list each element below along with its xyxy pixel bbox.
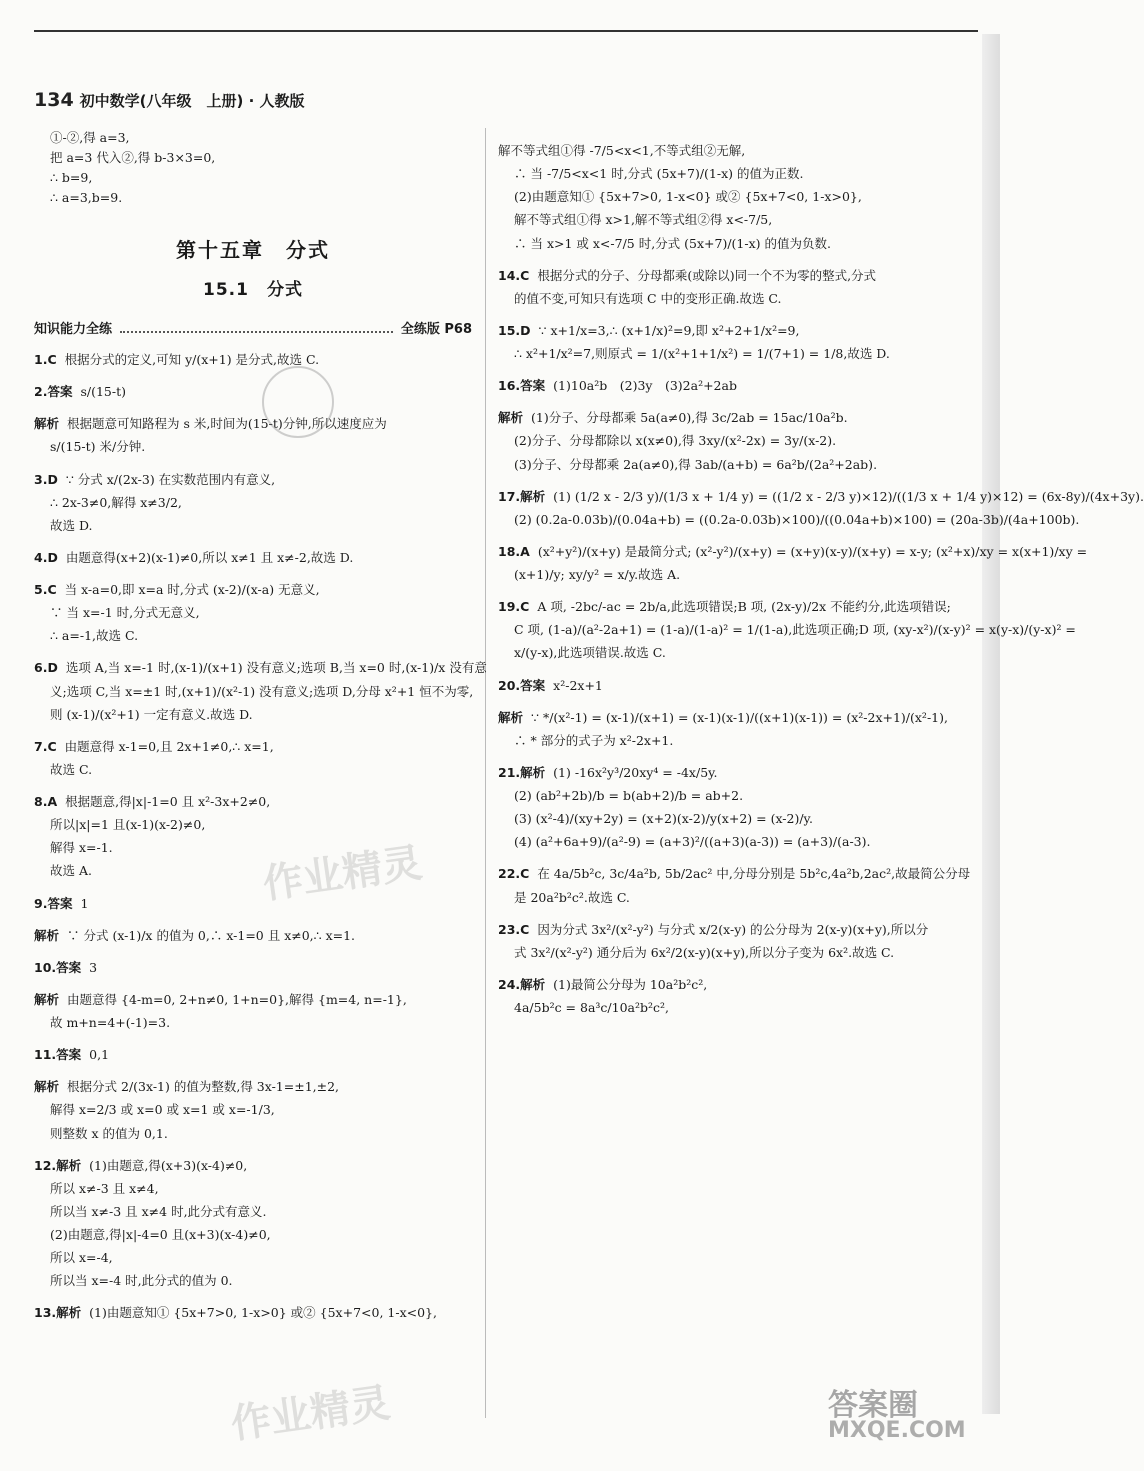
answer-line: [50, 1272, 472, 1290]
answer-text: ∴ x²+1/x²=7,则原式 = 1/(x²+1+1/x²) = 1/(7+1) = 1/8,故选 D.: [514, 346, 890, 361]
answer-label: 解析: [34, 416, 60, 432]
answer-item: [34, 581, 472, 645]
answer-line: [50, 517, 472, 535]
answer-item: [498, 409, 938, 473]
answer-label: 解析: [34, 927, 60, 943]
intro-line: ∴ b=9,: [50, 170, 93, 185]
answer-item: [34, 659, 487, 723]
answer-line: [514, 732, 938, 750]
answer-text: x²-2x+1: [553, 677, 603, 693]
answer-label: 1.C: [34, 352, 57, 367]
answer-line: [34, 351, 472, 369]
answer-line: [34, 1304, 472, 1322]
answer-text: 所以 x≠-3 且 x≠4,: [50, 1180, 159, 1196]
answer-text: (1) (1/2 x - 2/3 y)/(1/3 x + 1/4 y) = ((1/2 x - 2/3 y)×12)/((1/3 x + 1/4 y)×12) = (6x-8y)/(4x+3y).: [553, 488, 1144, 504]
answer-item: [498, 322, 938, 363]
answer-line: [50, 706, 472, 724]
intro-line: 把 a=3 代入②,得 b-3×3=0,: [50, 150, 216, 165]
answer-line: [50, 761, 472, 779]
answer-line: [514, 889, 938, 907]
answer-text: s/(15-t) 米/分钟.: [50, 439, 146, 455]
answer-label: 21.解析: [498, 764, 546, 780]
answer-item: [498, 142, 938, 253]
answer-line: [34, 793, 472, 811]
answer-line: [514, 165, 938, 183]
answer-text: (2) (0.2a-0.03b)/(0.04a+b) = ((0.2a-0.03b)×100)/((0.04a+b)×100) = (20a-3b)/(4a+100b).: [514, 511, 1080, 527]
answer-text: 根据分式的定义,可知 y/(x+1) 是分式,故选 C.: [64, 352, 320, 367]
page-edge: [982, 34, 1000, 1414]
answer-line: [34, 415, 472, 433]
answer-text: (3) (x²-4)/(xy+2y) = (x+2)(x-2)/y(x+2) = (x-2)/y.: [514, 811, 813, 827]
answer-line: [50, 604, 472, 622]
answer-text: 解得 x=2/3 或 x=0 或 x=1 或 x=-1/3,: [50, 1102, 275, 1118]
answer-item: [498, 976, 938, 1017]
answer-line: [34, 549, 472, 567]
answer-line: [498, 377, 938, 395]
answer-text: 则整数 x 的值为 0,1.: [50, 1125, 168, 1141]
answer-line: [498, 764, 938, 782]
answer-text: 解不等式组①得 x>1,解不等式组②得 x<-7/5,: [514, 212, 773, 228]
answer-label: 4.D: [34, 549, 58, 565]
answer-line: [498, 976, 938, 994]
faded-stamp: [262, 366, 334, 438]
answer-text: (3)分子、分母都乘 2a(a≠0),得 3ab/(a+b) = 6a²b/(2a²+2ab).: [514, 456, 878, 472]
answer-item: [34, 383, 472, 401]
answer-label: 18.A: [498, 543, 530, 559]
answer-text: 由题意得 {4-m=0, 2+n≠0, 1+n=0},解得 {m=4, n=-1},: [67, 991, 407, 1007]
answer-item: [34, 1157, 472, 1291]
answer-line: [498, 142, 938, 160]
answer-label: 22.C: [498, 866, 530, 882]
answer-text: ∵ 分式 x/(2x-3) 在实数范围内有意义,: [65, 471, 276, 487]
answer-line: [50, 1180, 472, 1198]
column-divider: [485, 128, 486, 1418]
answer-label: 解析: [498, 410, 524, 426]
answer-text: 则 (x-1)/(x²+1) 一定有意义.故选 D.: [50, 706, 253, 722]
answer-line: [50, 683, 472, 701]
right-column: [498, 128, 1144, 1017]
answer-line: [50, 1226, 472, 1244]
answer-line: [50, 1125, 472, 1143]
answer-line: [34, 895, 472, 913]
answer-line: [514, 944, 938, 962]
answer-line: [498, 921, 938, 939]
banner-dots: [120, 322, 393, 333]
page-number: 134: [34, 89, 74, 111]
answer-text: (4) (a²+6a+9)/(a²-9) = (a+3)²/((a+3)(a-3)) = (a+3)/(a-3).: [514, 834, 871, 850]
answer-text: (2)分子、分母都除以 x(x≠0),得 3xy/(x²-2x) = 3y/(x-2).: [514, 433, 837, 449]
answer-text: (1)由题意知① {5x+7>0, 1-x>0} 或② {5x+7<0, 1-x<0},: [89, 1305, 437, 1321]
section-banner: [34, 318, 472, 337]
answer-item: [34, 927, 472, 945]
answer-line: [34, 581, 472, 599]
answer-label: 17.解析: [498, 488, 546, 504]
answer-text: 由题意得(x+2)(x-1)≠0,所以 x≠1 且 x≠-2,故选 D.: [65, 549, 354, 565]
logo-mark: 答案圈: [828, 1388, 918, 1423]
answer-line: [514, 456, 938, 474]
answer-text: 根据题意可知路程为 s 米,时间为(15-t)分钟,所以速度应为: [67, 416, 387, 432]
answer-line: [34, 959, 472, 977]
answer-label: 13.解析: [34, 1305, 82, 1321]
answer-text: 所以|x|=1 且(x-1)(x-2)≠0,: [50, 817, 206, 833]
answer-text: 4a/5b²c = 8a³c/10a²b²c²,: [514, 1000, 669, 1015]
answer-text: (1) -16x²y³/20xy⁴ = -4x/5y.: [553, 764, 718, 780]
answer-text: ∴ * 部分的式子为 x²-2x+1.: [514, 732, 674, 748]
answer-item: [498, 709, 948, 750]
answer-text: (x²+y²)/(x+y) 是最简分式; (x²-y²)/(x+y) = (x+y)(x-y)/(x+y) = x-y; (x²+x)/xy = x(x+1)/xy =: [537, 543, 1088, 559]
answer-item: [498, 865, 971, 906]
answer-text: 在 4a/5b²c, 3c/4a²b, 5b/2ac² 中,分母分别是 5b²c,4a²b,2ac²,故最简公分母: [537, 866, 971, 882]
answer-line: [34, 1157, 472, 1175]
answer-line: [514, 621, 1076, 639]
answer-label: 5.C: [34, 582, 57, 597]
answer-line: [514, 511, 1080, 529]
answer-label: 7.C: [34, 738, 57, 754]
answer-label: 解析: [34, 991, 60, 1007]
answer-line: [498, 709, 948, 727]
answer-line: [498, 322, 938, 340]
answer-text: (2) (ab²+2b)/b = b(ab+2)/b = ab+2.: [514, 788, 744, 803]
answer-line: [50, 627, 472, 645]
answer-label: 15.D: [498, 322, 531, 338]
answer-label: 19.C: [498, 599, 530, 615]
answer-item: [498, 377, 938, 395]
answer-text: 选项 A,当 x=-1 时,(x-1)/(x+1) 没有意义;选项 B,当 x=0 时,(x-1)/x 没有意: [65, 660, 487, 676]
answer-line: [514, 188, 938, 206]
answer-item: [498, 488, 1144, 529]
answer-text: 由题意得 x-1=0,且 2x+1≠0,∴ x=1,: [64, 738, 274, 754]
answer-line: [514, 999, 938, 1017]
answer-line: [498, 267, 938, 285]
answer-line: [498, 598, 951, 616]
right-answer-list: [498, 142, 1144, 1017]
answer-text: C 项, (1-a)/(a²-2a+1) = (1-a)/(1-a)² = 1/(1-a),此选项正确;D 项, (xy-x²)/(x-y)² = x(y-x)/(y-x)² =: [514, 622, 1076, 638]
answer-item: [34, 549, 472, 567]
intro-line: ①-②,得 a=3,: [50, 130, 130, 145]
answer-text: 因为分式 3x²/(x²-y²) 与分式 x/2(x-y) 的公分母为 2(x-y)(x+y),所以分: [537, 921, 929, 937]
banner-label: 知识能力全练: [34, 322, 113, 337]
answer-line: [498, 865, 971, 883]
answer-label: 8.A: [34, 794, 58, 809]
answer-line: [50, 1249, 472, 1267]
answer-label: 14.C: [498, 267, 530, 283]
answer-line: [34, 1046, 472, 1064]
answer-text: ∵ */(x²-1) = (x-1)/(x+1) = (x-1)(x-1)/((x+1)(x-1)) = (x²-2x+1)/(x²-1),: [531, 709, 948, 725]
answer-text: 故选 C.: [50, 761, 93, 777]
answer-line: [498, 409, 938, 427]
answer-text: (x+1)/y; xy/y² = x/y.故选 A.: [514, 567, 681, 582]
answer-text: 3: [89, 959, 98, 975]
answer-text: ∴ 当 -7/5<x<1 时,分式 (5x+7)/(1-x) 的值为正数.: [514, 166, 804, 182]
answer-item: [34, 1046, 472, 1064]
answer-label: 16.答案: [498, 378, 546, 394]
answer-text: ∴ 2x-3≠0,解得 x≠3/2,: [50, 494, 182, 510]
answer-line: [34, 659, 487, 677]
answer-line: [34, 471, 472, 489]
answer-line: [34, 738, 472, 756]
answer-label: 解析: [34, 1079, 60, 1095]
answer-line: [50, 1101, 472, 1119]
site-logo: [828, 1380, 966, 1443]
answer-text: 所以 x=-4,: [50, 1250, 113, 1266]
answer-item: [498, 921, 938, 962]
answer-line: [514, 211, 938, 229]
logo-url: MXQE.COM: [828, 1418, 966, 1443]
answer-line: [514, 810, 938, 828]
answer-label: 11.答案: [34, 1047, 82, 1063]
answer-text: 根据分式的分子、分母都乘(或除以)同一个不为零的整式,分式: [537, 267, 877, 283]
intro-line: ∴ a=3,b=9.: [50, 190, 123, 205]
answer-text: 式 3x²/(x²-y²) 通分后为 6x²/2(x-y)(x+y),所以分子变为 6x².故选 C.: [514, 944, 895, 960]
answer-line: [34, 927, 472, 945]
answer-text: s/(15-t): [80, 384, 126, 400]
answer-text: ∵ x+1/x=3,∴ (x+1/x)²=9,即 x²+2+1/x²=9,: [538, 322, 800, 338]
answer-item: [34, 959, 472, 977]
answer-text: 故选 A.: [50, 863, 92, 879]
answer-text: 根据分式 2/(3x-1) 的值为整数,得 3x-1=±1,±2,: [67, 1079, 340, 1095]
answer-text: (2)由题意知① {5x+7>0, 1-x<0} 或② {5x+7<0, 1-x>0},: [514, 189, 862, 205]
answer-item: [34, 351, 472, 369]
answer-label: 20.答案: [498, 677, 546, 693]
answer-item: [34, 895, 472, 913]
answer-line: [498, 677, 938, 695]
answer-text: (2)由题意,得|x|-4=0 且(x+3)(x-4)≠0,: [50, 1227, 271, 1242]
answer-line: [50, 1014, 472, 1032]
answer-text: ∴ a=-1,故选 C.: [50, 628, 139, 644]
answer-item: [34, 738, 472, 779]
answer-line: [514, 290, 938, 308]
answer-line: [498, 543, 1088, 561]
answer-item: [34, 471, 472, 535]
answer-text: 义;选项 C,当 x=±1 时,(x+1)/(x²-1) 没有意义;选项 D,分母 x²+1 恒不为零,: [50, 683, 474, 699]
answer-item: [34, 415, 472, 456]
answer-text: (1)分子、分母都乘 5a(a≠0),得 3c/2ab = 15ac/10a²b.: [531, 410, 848, 426]
section-title: 15.1 分式: [203, 280, 303, 300]
answer-text: ∴ 当 x>1 或 x<-7/5 时,分式 (5x+7)/(1-x) 的值为负数.: [514, 235, 831, 251]
answer-item: [34, 991, 472, 1032]
answer-item: [34, 1304, 472, 1322]
watermark: 作业精灵: [228, 1380, 393, 1448]
answer-text: 解不等式组①得 -7/5<x<1,不等式组②无解,: [498, 143, 746, 158]
answer-label: 6.D: [34, 660, 58, 676]
answer-line: [498, 488, 1144, 506]
answer-text: x/(y-x),此选项错误.故选 C.: [514, 645, 666, 661]
answer-line: [34, 991, 472, 1009]
answer-item: [498, 543, 1088, 584]
banner-ref: 全练版 P68: [400, 322, 472, 337]
answer-text: (1)最简公分母为 10a²b²c²,: [553, 976, 708, 992]
answer-text: 的值不变,可知只有选项 C 中的变形正确.故选 C.: [514, 290, 782, 306]
answer-text: 是 20a²b²c².故选 C.: [514, 889, 630, 905]
answer-line: [514, 432, 938, 450]
answer-label: 24.解析: [498, 976, 546, 992]
answer-label: 12.解析: [34, 1157, 82, 1173]
intro-lines: [34, 128, 472, 208]
answer-item: [498, 677, 938, 695]
left-column: [34, 128, 487, 1323]
answer-text: 解得 x=-1.: [50, 840, 113, 856]
answer-line: [514, 235, 938, 253]
answer-item: [34, 1078, 472, 1142]
answer-label: 10.答案: [34, 959, 82, 975]
answer-line: [514, 787, 938, 805]
top-rule: [34, 30, 978, 32]
answer-text: 故 m+n=4+(-1)=3.: [50, 1015, 171, 1030]
answer-line: [50, 438, 472, 456]
answer-item: [498, 598, 1076, 662]
answer-item: [498, 267, 938, 308]
answer-line: [34, 383, 472, 401]
answer-text: 当 x-a=0,即 x=a 时,分式 (x-2)/(x-a) 无意义,: [64, 582, 320, 597]
answer-line: [514, 833, 938, 851]
answer-text: ∵ 当 x=-1 时,分式无意义,: [50, 605, 200, 621]
answer-text: A 项, -2bc/-ac = 2b/a,此选项错误;B 项, (2x-y)/2x 不能约分,此选项错误;: [537, 599, 951, 615]
answer-text: (1)由题意,得(x+3)(x-4)≠0,: [89, 1157, 248, 1173]
answer-text: 0,1: [89, 1047, 110, 1063]
answer-line: [34, 1078, 472, 1096]
watermark: 作业精灵: [260, 840, 425, 908]
page-header: [34, 88, 305, 112]
answer-line: [50, 1203, 472, 1221]
answer-label: 解析: [498, 709, 524, 725]
answer-text: 所以当 x=-4 时,此分式的值为 0.: [50, 1273, 233, 1289]
answer-label: 2.答案: [34, 384, 73, 400]
answer-line: [514, 345, 938, 363]
answer-item: [498, 764, 938, 852]
answer-line: [50, 494, 472, 512]
answer-line: [514, 566, 938, 584]
answer-text: 根据题意,得|x|-1=0 且 x²-3x+2≠0,: [65, 794, 271, 809]
answer-line: [514, 644, 938, 662]
answer-label: 3.D: [34, 471, 58, 487]
answer-text: (1)10a²b (2)3y (3)2a²+2ab: [553, 378, 737, 394]
answer-text: ∵ 分式 (x-1)/x 的值为 0,∴ x-1=0 且 x≠0,∴ x=1.: [67, 927, 356, 943]
book-title: 初中数学(八年级 上册) · 人教版: [79, 91, 305, 110]
answer-label: 23.C: [498, 921, 530, 937]
answer-label: 9.答案: [34, 895, 73, 911]
answer-text: 故选 D.: [50, 517, 93, 533]
answer-text: 1: [80, 895, 89, 911]
chapter-title: 第十五章 分式: [176, 238, 330, 262]
answer-text: 所以当 x≠-3 且 x≠4 时,此分式有意义.: [50, 1203, 267, 1219]
